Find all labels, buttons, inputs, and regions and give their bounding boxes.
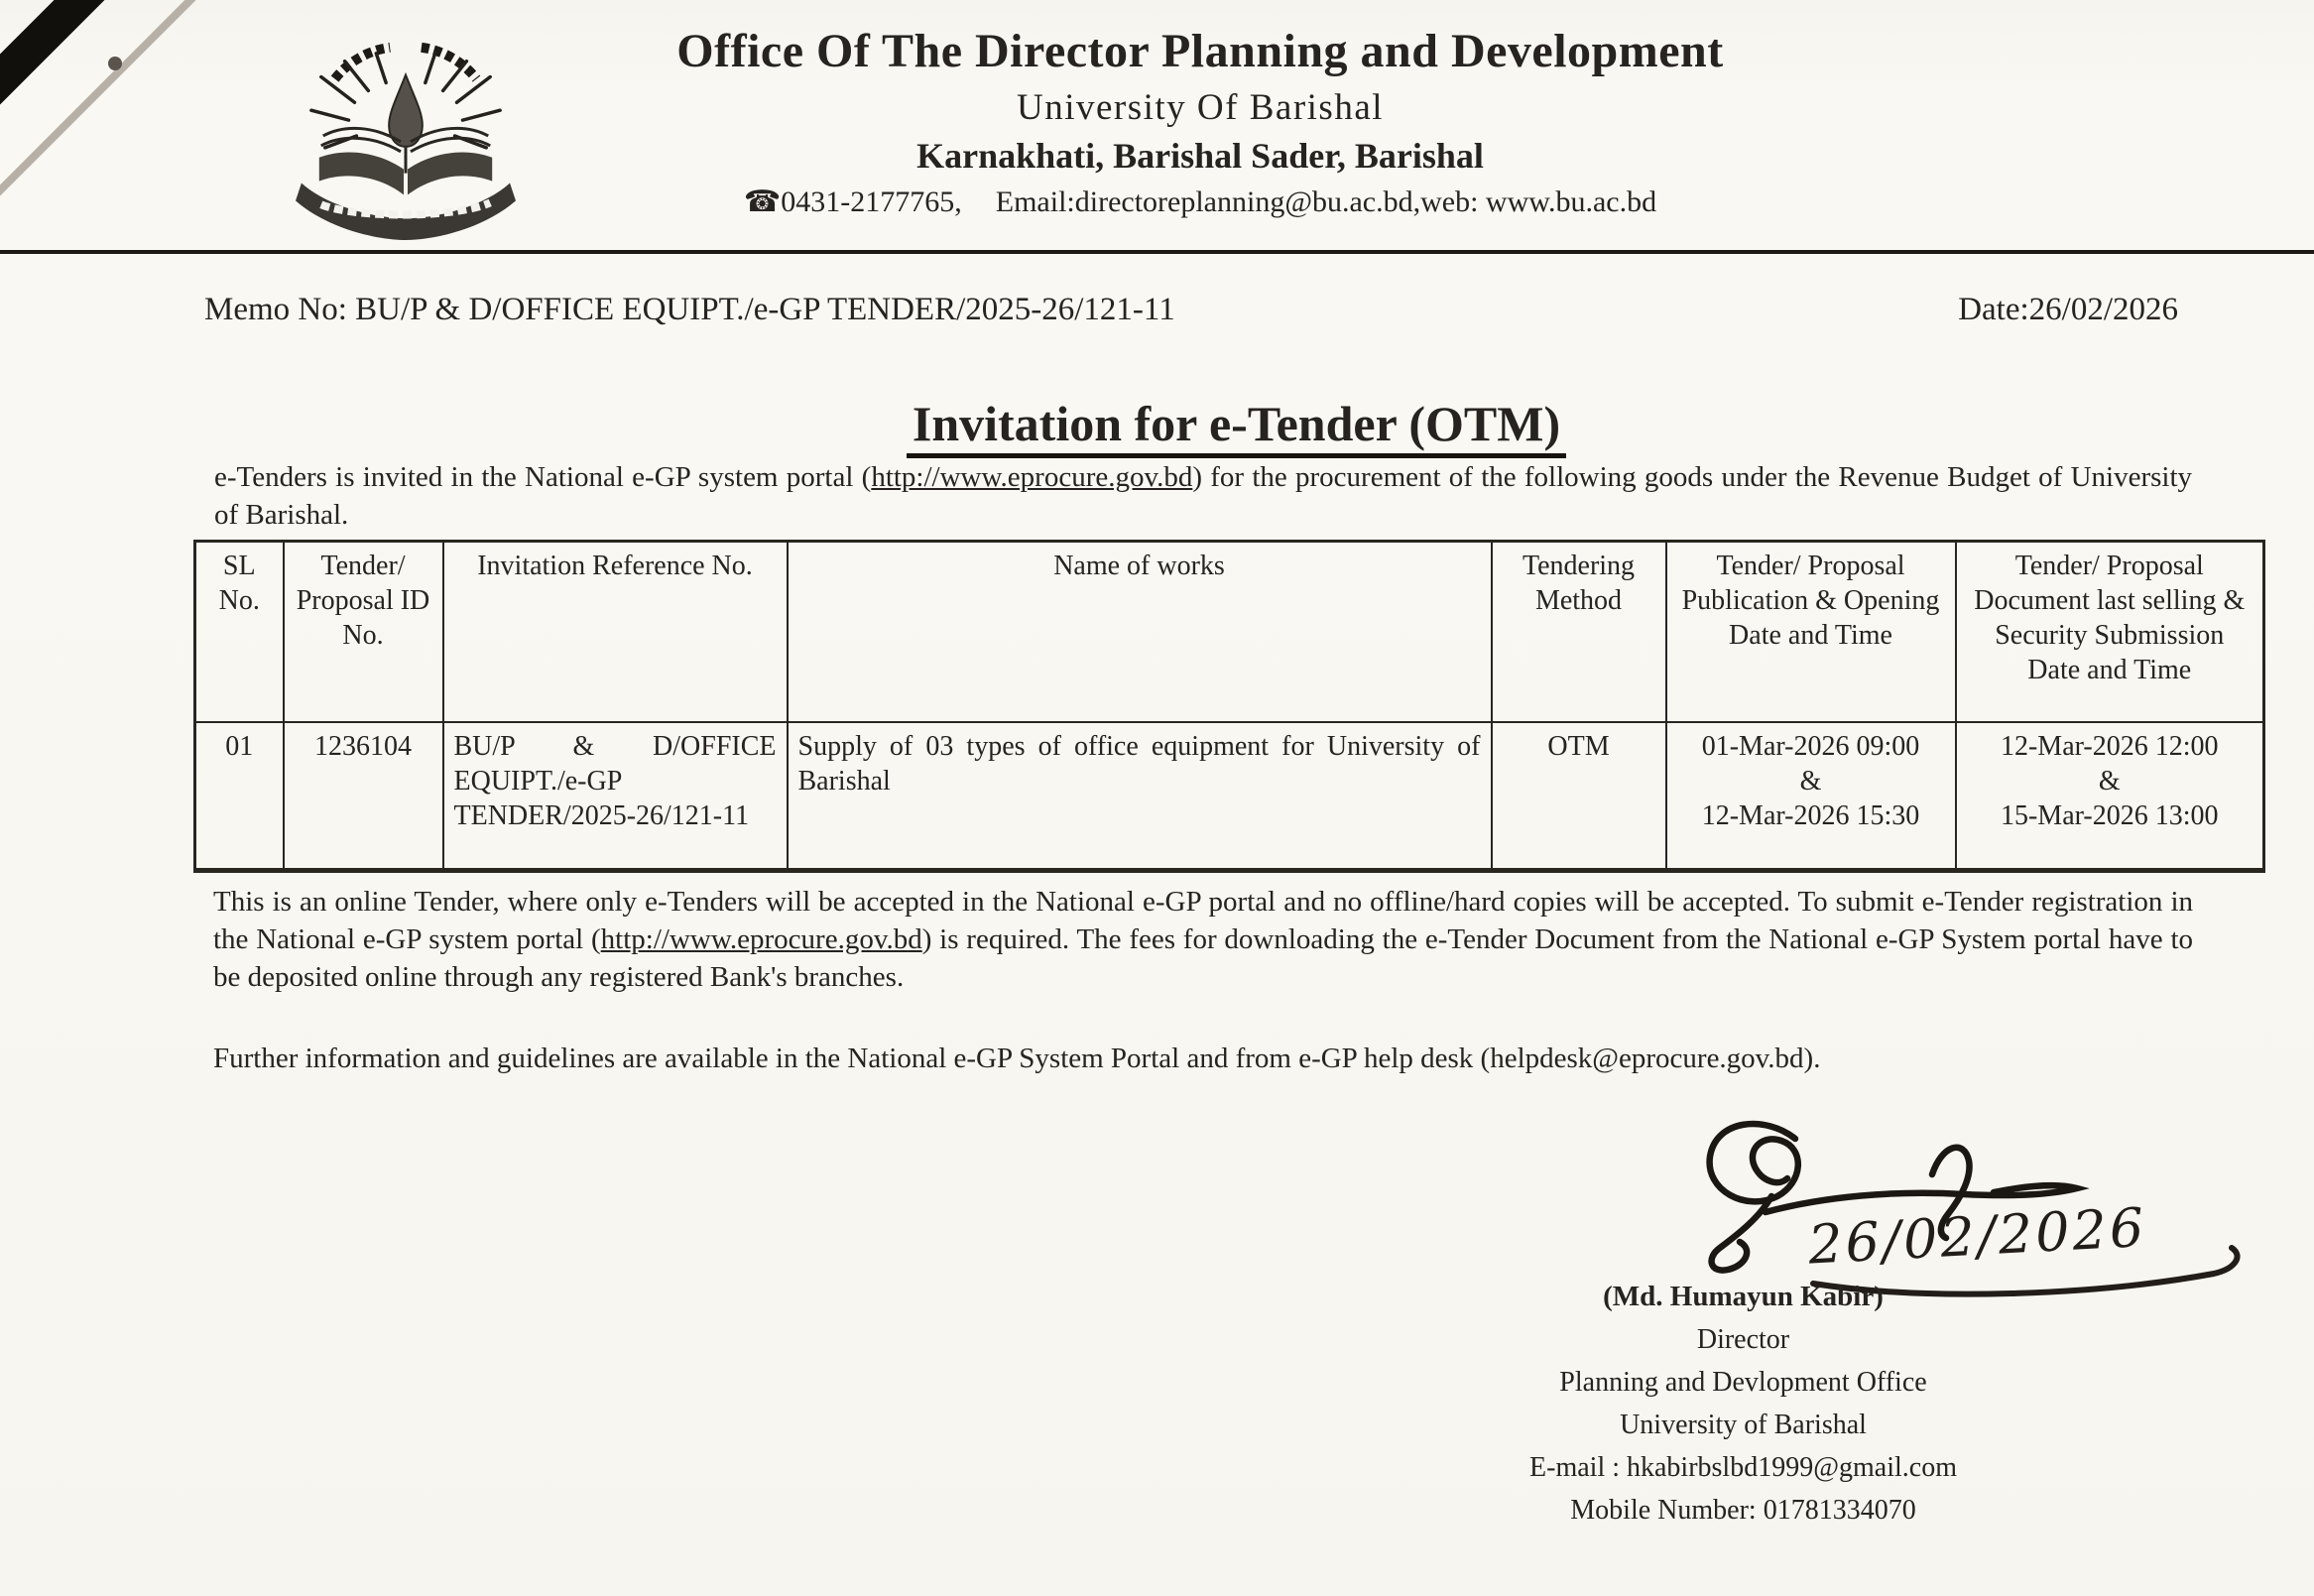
signature-block [1488,1276,1999,1532]
terms-text-2: ) is required. The fees for downloading the e-Tender Document from the National e-GP System portal have to be deposited online through any registered Bank's branches. [213,923,2194,993]
terms-text-1: This is an online Tender, where only e-Tenders will be accepted in the National e-GP portal and no offline/hard copies will be accepted. To submit e-Tender registration in the National e-GP system portal ( [213,886,2193,955]
header-divider [0,250,2314,254]
email-web-text: Email:directoreplanning@bu.ac.bd,web: www.bu.ac.bd [995,185,1657,218]
intro-paragraph [214,458,2192,534]
col-header-tender-id: Tender/ Proposal ID No. [284,542,443,722]
cell-method: OTM [1492,722,1666,871]
publication-amp: & [1799,765,1822,797]
col-header-document-selling: Tender/ Proposal Document last selling & Security Submission Date and Time [1956,542,2264,722]
memo-row [204,292,2178,328]
cell-sl-no: 01 [195,722,284,871]
col-header-sl: SL No. [195,542,284,722]
cell-document-dates [1956,722,2264,871]
handwritten-date-text: 26/02/2026 [1806,1195,2148,1277]
signatory-university: University of Barishal [1620,1410,1867,1440]
letterhead [109,0,2291,219]
document-title: Invitation for e-Tender (OTM) [907,395,1566,458]
signatory-office: Planning and Devlopment Office [1559,1367,1927,1398]
cell-publication-dates [1666,722,1956,871]
phone-number: 0431-2177765, [781,185,962,218]
signatory-designation: Director [1696,1324,1790,1355]
cell-name-of-works: Supply of 03 types of office equipment for University of Barishal [788,722,1492,871]
document-date-1: 12-Mar-2026 12:00 [2000,730,2219,762]
col-header-invitation-ref: Invitation Reference No. [443,542,788,722]
col-header-method: Tendering Method [1492,542,1666,722]
memo-date: Date:26/02/2026 [1958,292,2178,327]
document-date-2: 15-Mar-2026 13:00 [2000,799,2219,831]
terms-paragraph [213,883,2193,996]
memo-number: Memo No: BU/P & D/OFFICE EQUIPT./e-GP TENDER/2025-26/121-11 [204,292,1175,327]
col-header-name-of-works: Name of works [788,542,1492,722]
signatory-name: (Md. Humayun Kabir) [1603,1281,1884,1312]
scan-crease-artifact [0,0,258,228]
col-header-publication: Tender/ Proposal Publication & Opening Date and Time [1666,542,1956,722]
further-info-paragraph: Further information and guidelines are available in the National e-GP System Portal and from e-GP help desk (helpdesk@eprocure.gov.bd). [213,1043,1821,1074]
cell-tender-id: 1236104 [284,722,443,871]
cell-invitation-ref: BU/P & D/OFFICE EQUIPT./e-GP TENDER/2025-26/121-11 [443,722,788,871]
intro-text-1: e-Tenders is invited in the National e-GP system portal ( [214,461,872,493]
phone-icon: ☎ [743,185,782,218]
contact-line [109,184,2291,219]
table-row [195,722,2264,871]
intro-text-2: ) for the procurement of the following goods under the Revenue Budget of University of Barishal. [214,461,2193,531]
university-name: University Of Barishal [1016,87,1385,128]
publication-date-1: 01-Mar-2026 09:00 [1701,730,1920,762]
table-header-row [195,542,2264,722]
document-amp: & [2098,765,2121,797]
address-line: Karnakhati, Barishal Sader, Barishal [916,136,1484,176]
title-wrap [159,395,2314,458]
office-title: Office Of The Director Planning and Development [676,25,1724,77]
tender-table [193,540,2265,873]
publication-date-2: 12-Mar-2026 15:30 [1701,799,1920,831]
signatory-email: E-mail : hkabirbslbd1999@gmail.com [1529,1452,1957,1483]
eprocure-link: http://www.eprocure.gov.bd [871,461,1193,493]
signatory-mobile: Mobile Number: 01781334070 [1570,1495,1916,1526]
eprocure-link-2: http://www.eprocure.gov.bd [600,923,922,955]
